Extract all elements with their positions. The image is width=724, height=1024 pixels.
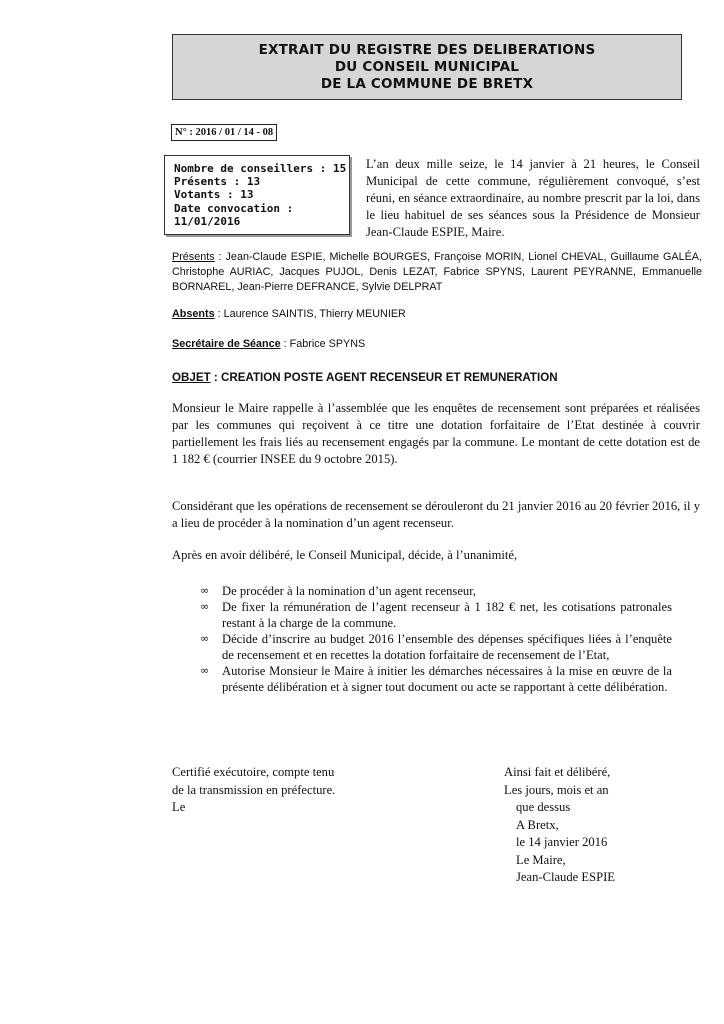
deliberation-number: N° : 2016 / 01 / 14 - 08 <box>171 124 277 141</box>
convocation-date-label: Date convocation : <box>174 201 294 215</box>
presents-count: Présents : 13 <box>174 175 261 189</box>
infinity-bullet-icon: ∞ <box>200 600 210 613</box>
presents-section <box>172 250 702 295</box>
presents-list: : Jean-Claude ESPIE, Michelle BOURGES, Françoise MORIN, Lionel CHEVAL, Guillaume GALÉA, Christophe AURIAC, Jacques PUJOL, Denis LEZAT, Fabrice SPYNS, Laurent PEYRANNE, Emmanuelle BORNAREL, Jean-Pierre DEFRANCE, Sylvie DELPRAT <box>172 251 702 293</box>
body-paragraph-1: Monsieur le Maire rappelle à l’assemblée que les enquêtes de recensement sont préparées et réalisées par les communes qui reçoivent à ce titre une dotation forfaitaire de l’Etat destinée à couvrir partiellement les frais liés au recensement engagés par la commune. Le montant de cette dotation est de 1 182 € (courrier INSEE du 9 octobre 2015). <box>172 401 700 466</box>
decision-item: ∞ Décide d’inscrire au budget 2016 l’ensemble des dépenses spécifiques liées à l’enquête de recensement et en recettes la dotation forfaitaire de recensement de l’Etat, <box>200 632 672 662</box>
secretaire-section <box>172 337 702 352</box>
absents-list: : Laurence SAINTIS, Thierry MEUNIER <box>217 308 406 320</box>
objet-text: : CREATION POSTE AGENT RECENSEUR ET REMUNERATION <box>210 371 558 384</box>
absents-label: Absents <box>172 308 215 320</box>
objet-heading <box>172 370 558 385</box>
convocation-date-value: 11/01/2016 <box>174 214 241 228</box>
decision-item: ∞ De procéder à la nomination d’un agent recenseur, <box>200 584 477 598</box>
title-line-3: DE LA COMMUNE DE BRETX <box>320 75 534 92</box>
infinity-bullet-icon: ∞ <box>200 664 210 677</box>
intro-paragraph: L’an deux mille seize, le 14 janvier à 21 heures, le Conseil Municipal de cette commune, régulièrement convoqué, s’est réuni, en séance extraordinaire, au nombre prescrit par la loi, dans le lieu habituel de ses séances sous la Présidence de Monsieur Jean-Claude ESPIE, Maire. <box>366 157 700 239</box>
body-paragraph-2: Considérant que les opérations de recensement se dérouleront du 21 janvier 2016 au 20 février 2016, il y a lieu de procéder à la nomination d’un agent recenseur. <box>172 499 700 530</box>
decision-item: ∞ De fixer la rémunération de l’agent recenseur à 1 182 € net, les cotisations patronales restant à la charge de la commune. <box>200 600 672 630</box>
title-line-2: DU CONSEIL MUNICIPAL <box>334 58 520 75</box>
certification-block: Certifié exécutoire, compte tenu de la transmission en préfecture. Le <box>172 765 336 814</box>
votants-count: Votants : 13 <box>174 188 254 202</box>
document-title-box <box>172 34 682 100</box>
secretaire-name: : Fabrice SPYNS <box>283 338 366 350</box>
decisions-list <box>200 583 672 695</box>
decision-item: ∞ Autorise Monsieur le Maire à initier les démarches nécessaires à la mise en œuvre de la présente délibération et à signer tout document ou acte se rapportant à cette délibération. <box>200 664 672 694</box>
mayor-signature-block: Ainsi fait et délibéré, Les jours, mois et an que dessus A Bretx, le 14 janvier 2016 Le Maire, Jean-Claude ESPIE <box>504 764 654 887</box>
title-line-1: EXTRAIT DU REGISTRE DES DELIBERATIONS <box>258 41 596 58</box>
body-paragraph-3: Après en avoir délibéré, le Conseil Municipal, décide, à l’unanimité, <box>172 548 518 562</box>
absents-section <box>172 307 702 322</box>
infinity-bullet-icon: ∞ <box>200 584 210 597</box>
secretaire-label: Secrétaire de Séance <box>172 338 281 350</box>
mayor-name: Jean-Claude ESPIE <box>516 870 615 884</box>
council-info-box <box>164 155 350 235</box>
infinity-bullet-icon: ∞ <box>200 632 210 645</box>
conseillers-count: Nombre de conseillers : 15 <box>174 162 347 175</box>
objet-label: OBJET <box>172 371 211 384</box>
presents-label: Présents <box>172 251 215 263</box>
